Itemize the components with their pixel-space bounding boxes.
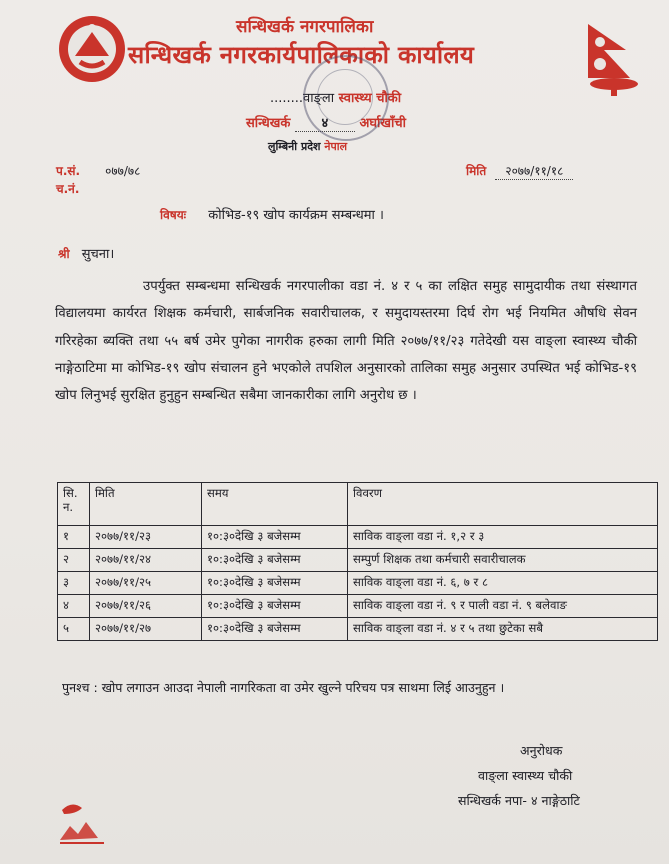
office-stamp <box>303 55 389 141</box>
subject-label: विषयः <box>160 208 187 222</box>
header-detail: विवरण <box>348 483 658 526</box>
ps-value: ०७७/७८ <box>105 164 141 178</box>
cell-detail: साविक वाङ्ला वडा नं. १,२ र ३ <box>348 526 658 549</box>
cell-sn: ५ <box>58 618 90 641</box>
nepal-flag-icon <box>578 20 648 96</box>
signature-line-2: वाङ्ला स्वास्थ्य चौकी <box>478 768 573 783</box>
cell-detail: सम्पुर्ण शिक्षक तथा कर्मचारी सवारीचालक <box>348 549 658 572</box>
ps-line <box>56 160 140 179</box>
table-row <box>58 618 658 641</box>
table-header-row <box>58 483 658 526</box>
cn-label: च.नं. <box>56 182 80 196</box>
cell-date: २०७७/११/२६ <box>90 595 202 618</box>
header-sn: सि. न. <box>58 483 90 526</box>
nepal-emblem-icon <box>55 12 129 86</box>
ps-label: प.सं. <box>56 164 81 178</box>
province-name: लुम्बिनी प्रदेश <box>268 140 321 153</box>
health-post-prefix: ........वाङ्ला <box>270 91 335 106</box>
country-name: नेपाल <box>324 140 348 153</box>
notice-paragraph: उपर्युक्त सम्बन्धमा सन्धिखर्क नगरपालीका वडा नं. ४ र ५ का लक्षित समुह सामुदायीक तथा संस्थागत विद्यालयमा कार्यरत शिक्षक कर्मचारी, सार्बजनिक सवारीचालक, र समुदायस्तरमा दिर्घ रोग भई नियमित औषधि सेवन गरिरहेका ब्यक्ति तथा ५५ बर्ष उमेर पुगेका नागरीक हरुका लागी मिति २०७७/११/२३ गतेदेखी यस वाङ्ला स्वास्थ्य चौकी नाङ्गेठाटिमा मा कोभिड-१९ खोप संचालन हुने भएकोले तपशिल अनुसारको तालिका समुह अनुसार उपस्थित भई कोभिड-१९ खोप लिनुभई सुरक्षित हुनुहुन सम्बन्धित सबैमा जानकारीका लागि अनुरोध छ । <box>55 279 637 404</box>
cell-time: १०:३०देखि ३ बजेसम्म <box>202 549 348 572</box>
health-post-name: स्वास्थ्य चौकी <box>338 91 402 106</box>
cell-detail: साविक वाङ्ला वडा नं. ४ र ५ तथा छुटेका सबै <box>348 618 658 641</box>
postscript-note: पुनश्च : खोप लगाउन आउदा नेपाली नागरिकता वा उमेर खुल्ने परिचय पत्र साथमा लिई आउनुहुन । <box>62 680 505 695</box>
table-row <box>58 572 658 595</box>
subject-text: कोभिड-१९ खोप कार्यक्रम सम्बन्धमा । <box>208 208 384 223</box>
cell-detail: साविक वाङ्ला वडा नं. ९ र पाली वडा नं. ९ बलेवाङ <box>348 595 658 618</box>
subject-line <box>160 205 384 223</box>
cell-sn: ३ <box>58 572 90 595</box>
signature-line-3: सन्धिखर्क नपा- ४ नाङ्गेठाटि <box>458 793 580 808</box>
salutation-text: सुचना। <box>81 247 115 262</box>
signature-line-1: अनुरोधक <box>520 743 563 758</box>
province-line <box>268 139 347 154</box>
office-title: सन्धिखर्क नगरकार्यपालिकाको कार्यालय <box>128 41 475 69</box>
salutation-shree: श्री <box>58 247 70 261</box>
vaccination-schedule-table <box>57 482 658 641</box>
cell-date: २०७७/११/२४ <box>90 549 202 572</box>
date-label: मिति <box>466 164 487 178</box>
cell-sn: २ <box>58 549 90 572</box>
district-name: अर्घाखाँची <box>359 116 407 131</box>
table-row <box>58 595 658 618</box>
cell-time: १०:३०देखि ३ बजेसम्म <box>202 572 348 595</box>
cell-date: २०७७/११/२३ <box>90 526 202 549</box>
municipality-title: सन्धिखर्क नगरपालिका <box>236 17 374 37</box>
salutation-line <box>58 244 114 262</box>
header-time: समय <box>202 483 348 526</box>
date-value: २०७७/११/१८ <box>495 162 573 180</box>
cell-time: १०:३०देखि ३ बजेसम्म <box>202 595 348 618</box>
cell-sn: १ <box>58 526 90 549</box>
visit-nepal-logo-icon <box>56 800 112 854</box>
notice-body <box>55 273 637 409</box>
table-row <box>58 526 658 549</box>
cell-time: १०:३०देखि ३ बजेसम्म <box>202 618 348 641</box>
cell-date: २०७७/११/२७ <box>90 618 202 641</box>
address-prefix: सन्धिखर्क <box>246 116 291 131</box>
cell-detail: साविक वाङ्ला वडा नं. ६, ७ र ८ <box>348 572 658 595</box>
header-date: मिति <box>90 483 202 526</box>
cell-time: १०:३०देखि ३ बजेसम्म <box>202 526 348 549</box>
date-line <box>466 160 573 180</box>
table-row <box>58 549 658 572</box>
ward-number: ४ <box>295 113 355 132</box>
cell-date: २०७७/११/२५ <box>90 572 202 595</box>
cell-sn: ४ <box>58 595 90 618</box>
